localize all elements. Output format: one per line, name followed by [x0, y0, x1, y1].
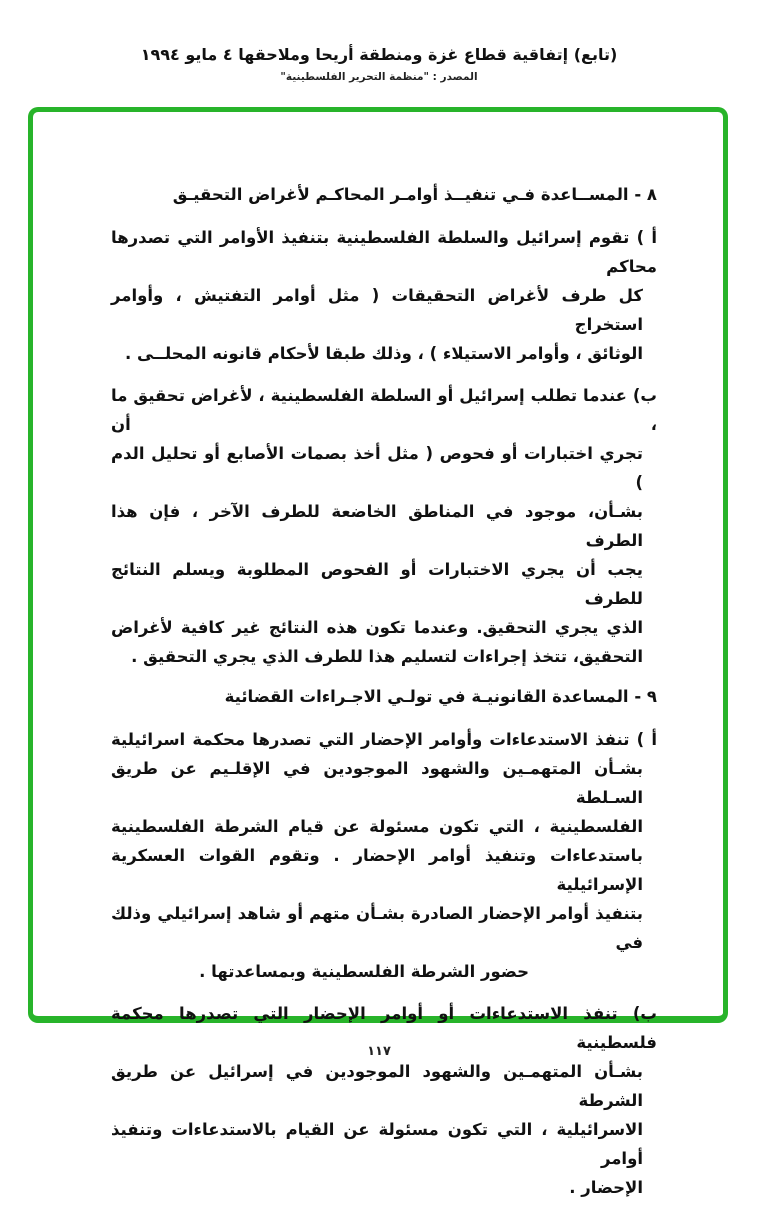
header-title: (تابع) إتفاقية قطاع غزة ومنطقة أريحا وملاحقها ٤ مايو ١٩٩٤ [140, 45, 618, 64]
section-8-heading: ٨ - المســاعدة فـي تنفيــذ أوامـر المحاكـم لأغراض التحقيـق [172, 185, 657, 204]
text-line: الفلسطينية ، التي تكون مسئولة عن قيام الشرطة الفلسطينية [111, 817, 643, 836]
page-header [0, 44, 758, 83]
text-line: ب) عندما تطلب إسرائيل أو السلطة الفلسطينية ، لأغراض تحقيق ما ، أن [111, 386, 657, 434]
text-line: يجب أن يجري الاختبارات أو الفحوص المطلوبة ويسلم النتائج للطرف [111, 560, 643, 608]
text-line: الذي يجري التحقيق. وعندما تكون هذه النتائج غير كافية لأغراض [111, 618, 643, 637]
page-number: ١١٧ [367, 1044, 391, 1059]
text-line: الاسرائيلية ، التي تكون مسئولة عن القيام بالاستدعاءات وتنفيذ أوامر [111, 1120, 643, 1168]
section-9 [111, 684, 657, 1202]
text-line: حضور الشرطة الفلسطينية وبمساعدتها . [199, 962, 529, 981]
text-line: بشـأن المتهمـين والشهود الموجودين في الإقلـيم عن طريق السـلطة [111, 759, 643, 807]
text-line: تجري اختبارات أو فحوص ( مثل أخذ بصمات الأصابع أو تحليل الدم ) [111, 444, 643, 492]
text-line: الإحضار . [569, 1178, 643, 1197]
section-9-heading: ٩ - المساعدة القانونيـة في تولـي الاجـراءات القضائية [224, 687, 657, 706]
text-line: كل طرف لأغراض التحقيقات ( مثل أوامر التفتيش ، وأوامر استخراج [111, 286, 643, 334]
section-8 [111, 182, 657, 671]
text-line: ب) تنفذ الاستدعاءات أو أوامر الإحضار التي تصدرها محكمة فلسطينية [111, 1004, 657, 1052]
section-9-paragraph-a [111, 725, 657, 986]
header-source: المصدر : "منظمة التحرير الفلسطينية" [280, 71, 478, 83]
text-line: الوثائق ، وأوامر الاستيلاء ) ، وذلك طبقا لأحكام قانونه المحلــى . [124, 344, 643, 363]
section-9-paragraph-b [111, 999, 657, 1202]
text-line: باستدعاءات وتنفيذ أوامر الإحضار . وتقوم القوات العسكرية الإسرائيلية [111, 846, 643, 894]
document-content [111, 182, 657, 1215]
text-line: التحقيق، تتخذ إجراءات لتسليم هذا للطرف الذي يجري التحقيق . [131, 647, 643, 666]
text-line: بشـأن، موجود في المناطق الخاضعة للطرف الآخر ، فإن هذا الطرف [111, 502, 643, 550]
section-8-paragraph-a [111, 223, 657, 368]
page-footer [0, 1040, 758, 1059]
text-line: أ ) تنفذ الاستدعاءات وأوامر الإحضار التي تصدرها محكمة اسرائيلية [111, 730, 657, 749]
text-line: أ ) تقوم إسرائيل والسلطة الفلسطينية بتنفيذ الأوامر التي تصدرها محاكم [111, 228, 657, 276]
section-8-paragraph-b [111, 381, 657, 671]
text-line: بتنفيذ أوامر الإحضار الصادرة بشـأن متهم أو شاهد إسرائيلي وذلك في [111, 904, 643, 952]
text-line: بشـأن المتهمـين والشهود الموجودين في إسرائيل عن طريق الشرطة [111, 1062, 643, 1110]
